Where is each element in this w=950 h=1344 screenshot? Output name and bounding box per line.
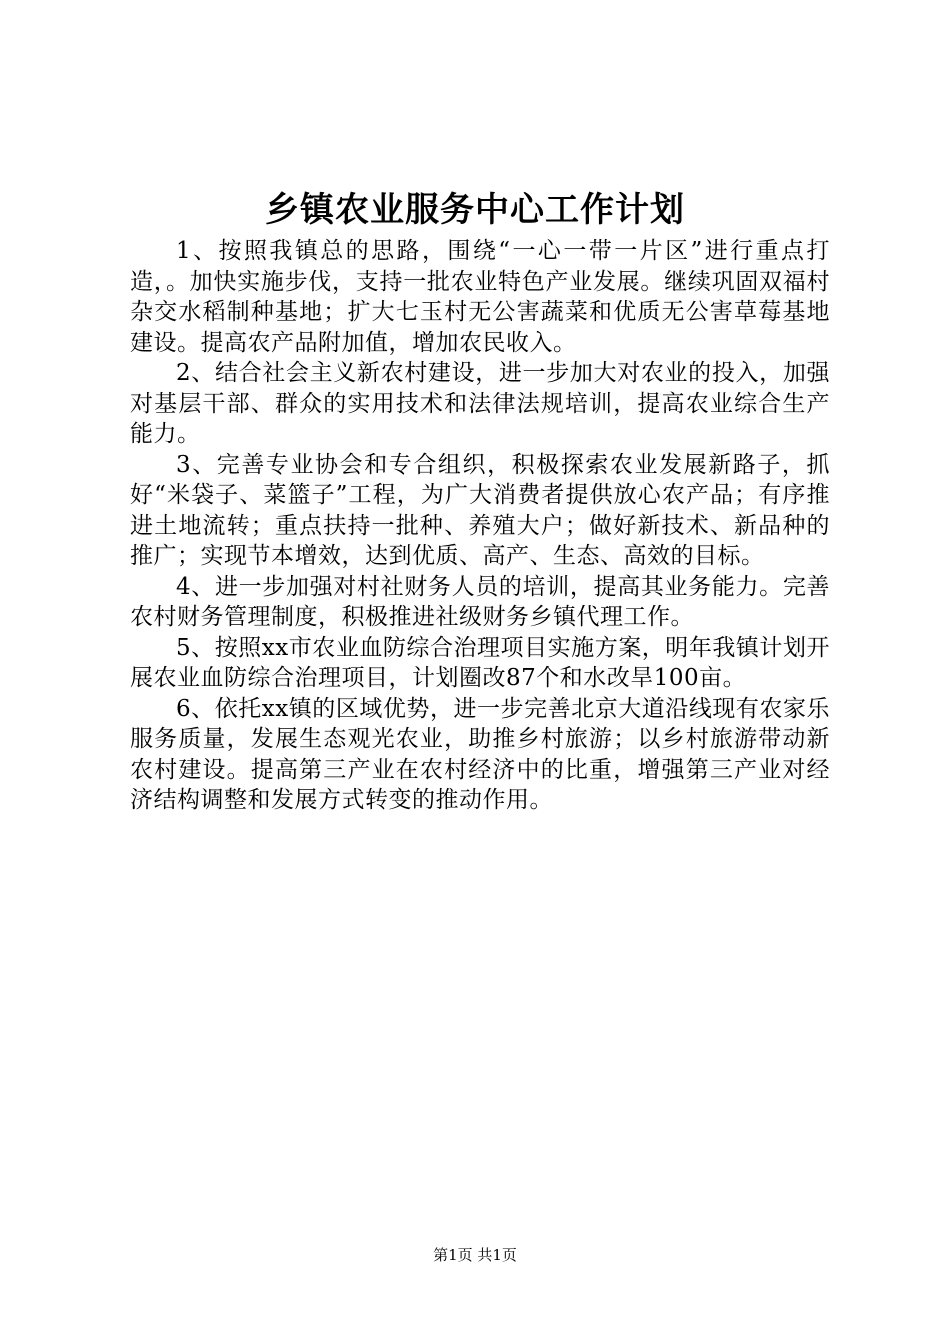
paragraph-1: 1、按照我镇总的思路，围绕“一心一带一片区”进行重点打造，。加快实施步伐，支持一批农业特色产业发展。继续巩固双福村杂交水稻制种基地；扩大七玉村无公害蔬菜和优质无公害草莓基地建设。提高农产品附加值，增加农民收入。 — [130, 238, 830, 356]
document-body — [130, 236, 830, 816]
paragraph-6: 6、依托xx镇的区域优势，进一步完善北京大道沿线现有农家乐服务质量，发展生态观光农业，助推乡村旅游；以乡村旅游带动新农村建设。提高第三产业在农村经济中的比重，增强第三产业对经济结构调整和发展方式转变的推动作用。 — [130, 695, 830, 813]
paragraph-5: 5、按照xx市农业血防综合治理项目实施方案，明年我镇计划开展农业血防综合治理项目，计划圈改87个和水改旱100亩。 — [130, 634, 830, 691]
paragraph-4: 4、进一步加强对村社财务人员的培训，提高其业务能力。完善农村财务管理制度，积极推进社级财务乡镇代理工作。 — [130, 573, 830, 630]
document-title: 乡镇农业服务中心工作计划 — [265, 190, 685, 230]
paragraph-2: 2、结合社会主义新农村建设，进一步加大对农业的投入，加强对基层干部、群众的实用技术和法律法规培训，提高农业综合生产能力。 — [130, 360, 830, 447]
paragraph-3: 3、完善专业协会和专合组织，积极探索农业发展新路子，抓好“米袋子、菜篮子”工程，为广大消费者提供放心农产品；有序推进土地流转；重点扶持一批种、养殖大户；做好新技术、新品种的推广；实现节本增效，达到优质、高产、生态、高效的目标。 — [130, 451, 830, 569]
page-number-footer: 第1页 共1页 — [433, 1246, 517, 1264]
